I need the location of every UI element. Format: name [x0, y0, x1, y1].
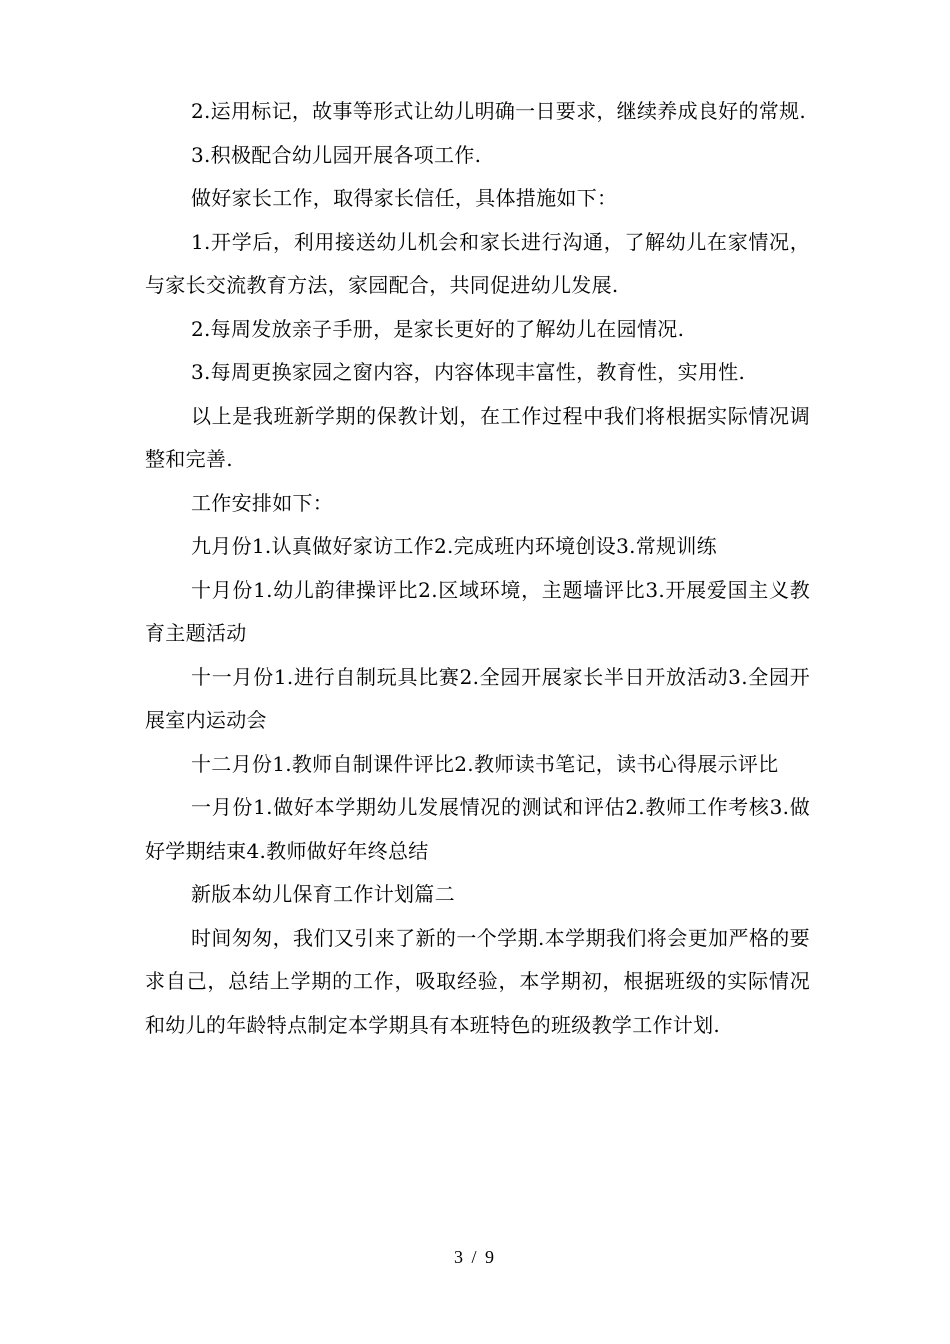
paragraph-parent-work-heading: 做好家长工作，取得家长信任，具体措施如下： — [191, 186, 618, 210]
paragraph-schedule-november: 十一月份1.进行自制玩具比赛2.全园开展家长半日开放活动3.全园开展室内运动会 — [145, 664, 810, 732]
paragraph-schedule-december: 十二月份1.教师自制课件评比2.教师读书笔记，读书心得展示评比 — [191, 751, 779, 776]
paragraph-parent-item-1: 1.开学后，利用接送幼儿机会和家长进行沟通，了解幼儿在家情况，与家长交流教育方法，家园配合，共同促进幼儿发展. — [145, 229, 810, 297]
paragraph-item-3-cooperate: 3.积极配合幼儿园开展各项工作. — [191, 142, 482, 167]
paragraph-schedule-heading: 工作安排如下： — [191, 490, 334, 515]
paragraph-item-2-routine: 2.运用标记，故事等形式让幼儿明确一日要求，继续养成良好的常规. — [191, 99, 807, 123]
paragraph-schedule-september: 九月份1.认真做好家访工作2.完成班内环境创设3.常规训练 — [191, 534, 717, 558]
paragraph-parent-item-3: 3.每周更换家园之窗内容，内容体现丰富性，教育性，实用性. — [191, 360, 746, 384]
paragraph-part-two-intro: 时间匆匆，我们又引来了新的一个学期.本学期我们将会更加严格的要求自己，总结上学期的工作，吸取经验，本学期初，根据班级的实际情况和幼儿的年龄特点制定本学期具有本班特色的班级教学工作计划. — [145, 925, 810, 1037]
paragraph-schedule-october: 十月份1.幼儿韵律操评比2.区域环境，主题墙评比3.开展爱国主义教育主题活动 — [145, 577, 810, 645]
document-body — [145, 90, 810, 1047]
section-title-part-two: 新版本幼儿保育工作计划篇二 — [191, 882, 455, 906]
paragraph-schedule-january: 一月份1.做好本学期幼儿发展情况的测试和评估2.教师工作考核3.做好学期结束4.教师做好年终总结 — [145, 795, 810, 863]
paragraph-summary: 以上是我班新学期的保教计划，在工作过程中我们将根据实际情况调整和完善. — [145, 403, 810, 471]
page-number: 3 / 9 — [453, 1247, 496, 1267]
paragraph-parent-item-2: 2.每周发放亲子手册，是家长更好的了解幼儿在园情况. — [191, 316, 685, 341]
